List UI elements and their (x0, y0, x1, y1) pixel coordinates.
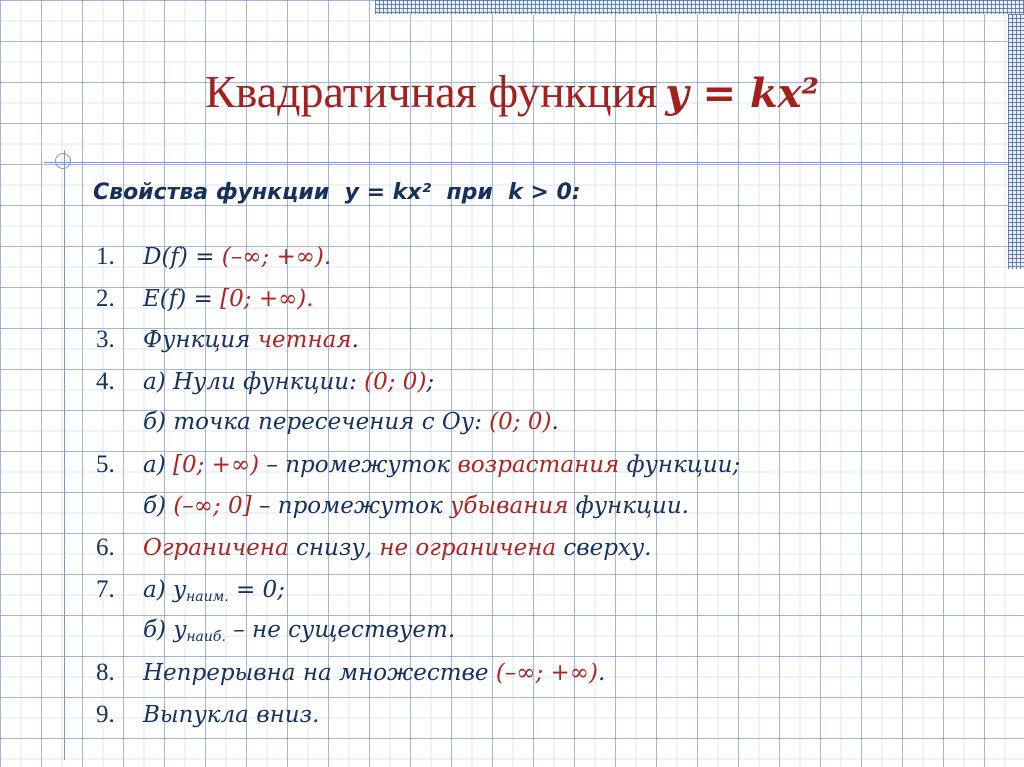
item-text: – не существует. (225, 617, 456, 644)
item-value: (0; 0) (364, 368, 427, 395)
list-item (96, 319, 1006, 361)
item-number: 4. (96, 367, 115, 395)
list-item (96, 444, 1006, 486)
margin-circle (55, 153, 71, 169)
list-item (96, 361, 1006, 403)
item-keyword: возрастания (457, 451, 620, 478)
item-text: Выпукла вниз. (143, 701, 320, 728)
slide-title (0, 62, 1024, 124)
item-value: (–∞; +∞) (221, 244, 324, 270)
properties-heading: Свойства функции y = kx² при k > 0: (93, 180, 581, 205)
item-text: а) Нули функции: (143, 368, 365, 395)
item-end: . (551, 409, 559, 436)
margin-horizontal-line (44, 162, 1008, 163)
item-text: снизу, (288, 535, 380, 562)
item-number: 1. (96, 243, 115, 270)
list-item (96, 278, 1006, 320)
right-grid-strip (1008, 14, 1024, 269)
item-end: ; (426, 368, 435, 395)
item-number: 5. (96, 450, 115, 478)
item-number: 7. (96, 575, 115, 603)
item-value: (0; 0) (489, 409, 552, 436)
properties-list (96, 236, 1006, 735)
item-number: 8. (96, 658, 115, 686)
margin-vertical-line (64, 150, 65, 760)
item-text: – промежуток (251, 492, 451, 519)
title-formula: y = kx² (665, 70, 820, 117)
item-text: функции. (568, 492, 689, 519)
list-item (96, 694, 1006, 736)
top-grid-strip (375, 0, 1024, 14)
item-value: [0; +∞) (173, 451, 260, 478)
item-value: четная (257, 327, 352, 354)
list-item (96, 527, 1006, 569)
item-number: 2. (96, 284, 115, 312)
list-item (96, 569, 1006, 611)
list-item (96, 610, 1006, 652)
item-end: . (351, 327, 359, 354)
item-subscript: наиб. (186, 629, 226, 646)
item-text: сверху. (556, 535, 652, 562)
item-end: . (306, 285, 314, 312)
item-number: 6. (96, 534, 115, 562)
item-text: Функция (143, 327, 258, 354)
item-text: = 0; (228, 576, 285, 603)
list-item (96, 402, 1006, 444)
item-keyword: Ограничена (143, 535, 289, 562)
item-text: E(f) = (143, 285, 221, 312)
item-end: . (597, 659, 606, 686)
item-text: функции; (619, 451, 741, 478)
item-value: (–∞; 0] (173, 492, 252, 519)
item-text: – промежуток (259, 451, 458, 478)
item-text: б) (143, 492, 174, 519)
item-end: . (323, 244, 332, 270)
item-subscript: наим. (186, 588, 229, 605)
list-item (96, 486, 1006, 528)
item-number: 3. (96, 326, 115, 354)
list-item (96, 652, 1006, 694)
item-text: а) y (143, 576, 186, 603)
item-value: (–∞; +∞) (495, 659, 598, 686)
item-keyword: не ограничена (379, 535, 557, 562)
item-text: D(f) = (143, 244, 222, 270)
item-text: б) точка пересечения с Оу: (143, 409, 490, 436)
item-text: б) y (143, 617, 187, 644)
title-text: Квадратичная функция (204, 66, 658, 117)
item-number: 9. (96, 700, 115, 728)
item-text: Непрерывна на множестве (143, 659, 496, 686)
item-text: а) (143, 451, 173, 478)
item-value: [0; +∞) (220, 285, 307, 312)
list-item (96, 236, 1006, 278)
item-keyword: убывания (450, 492, 569, 519)
